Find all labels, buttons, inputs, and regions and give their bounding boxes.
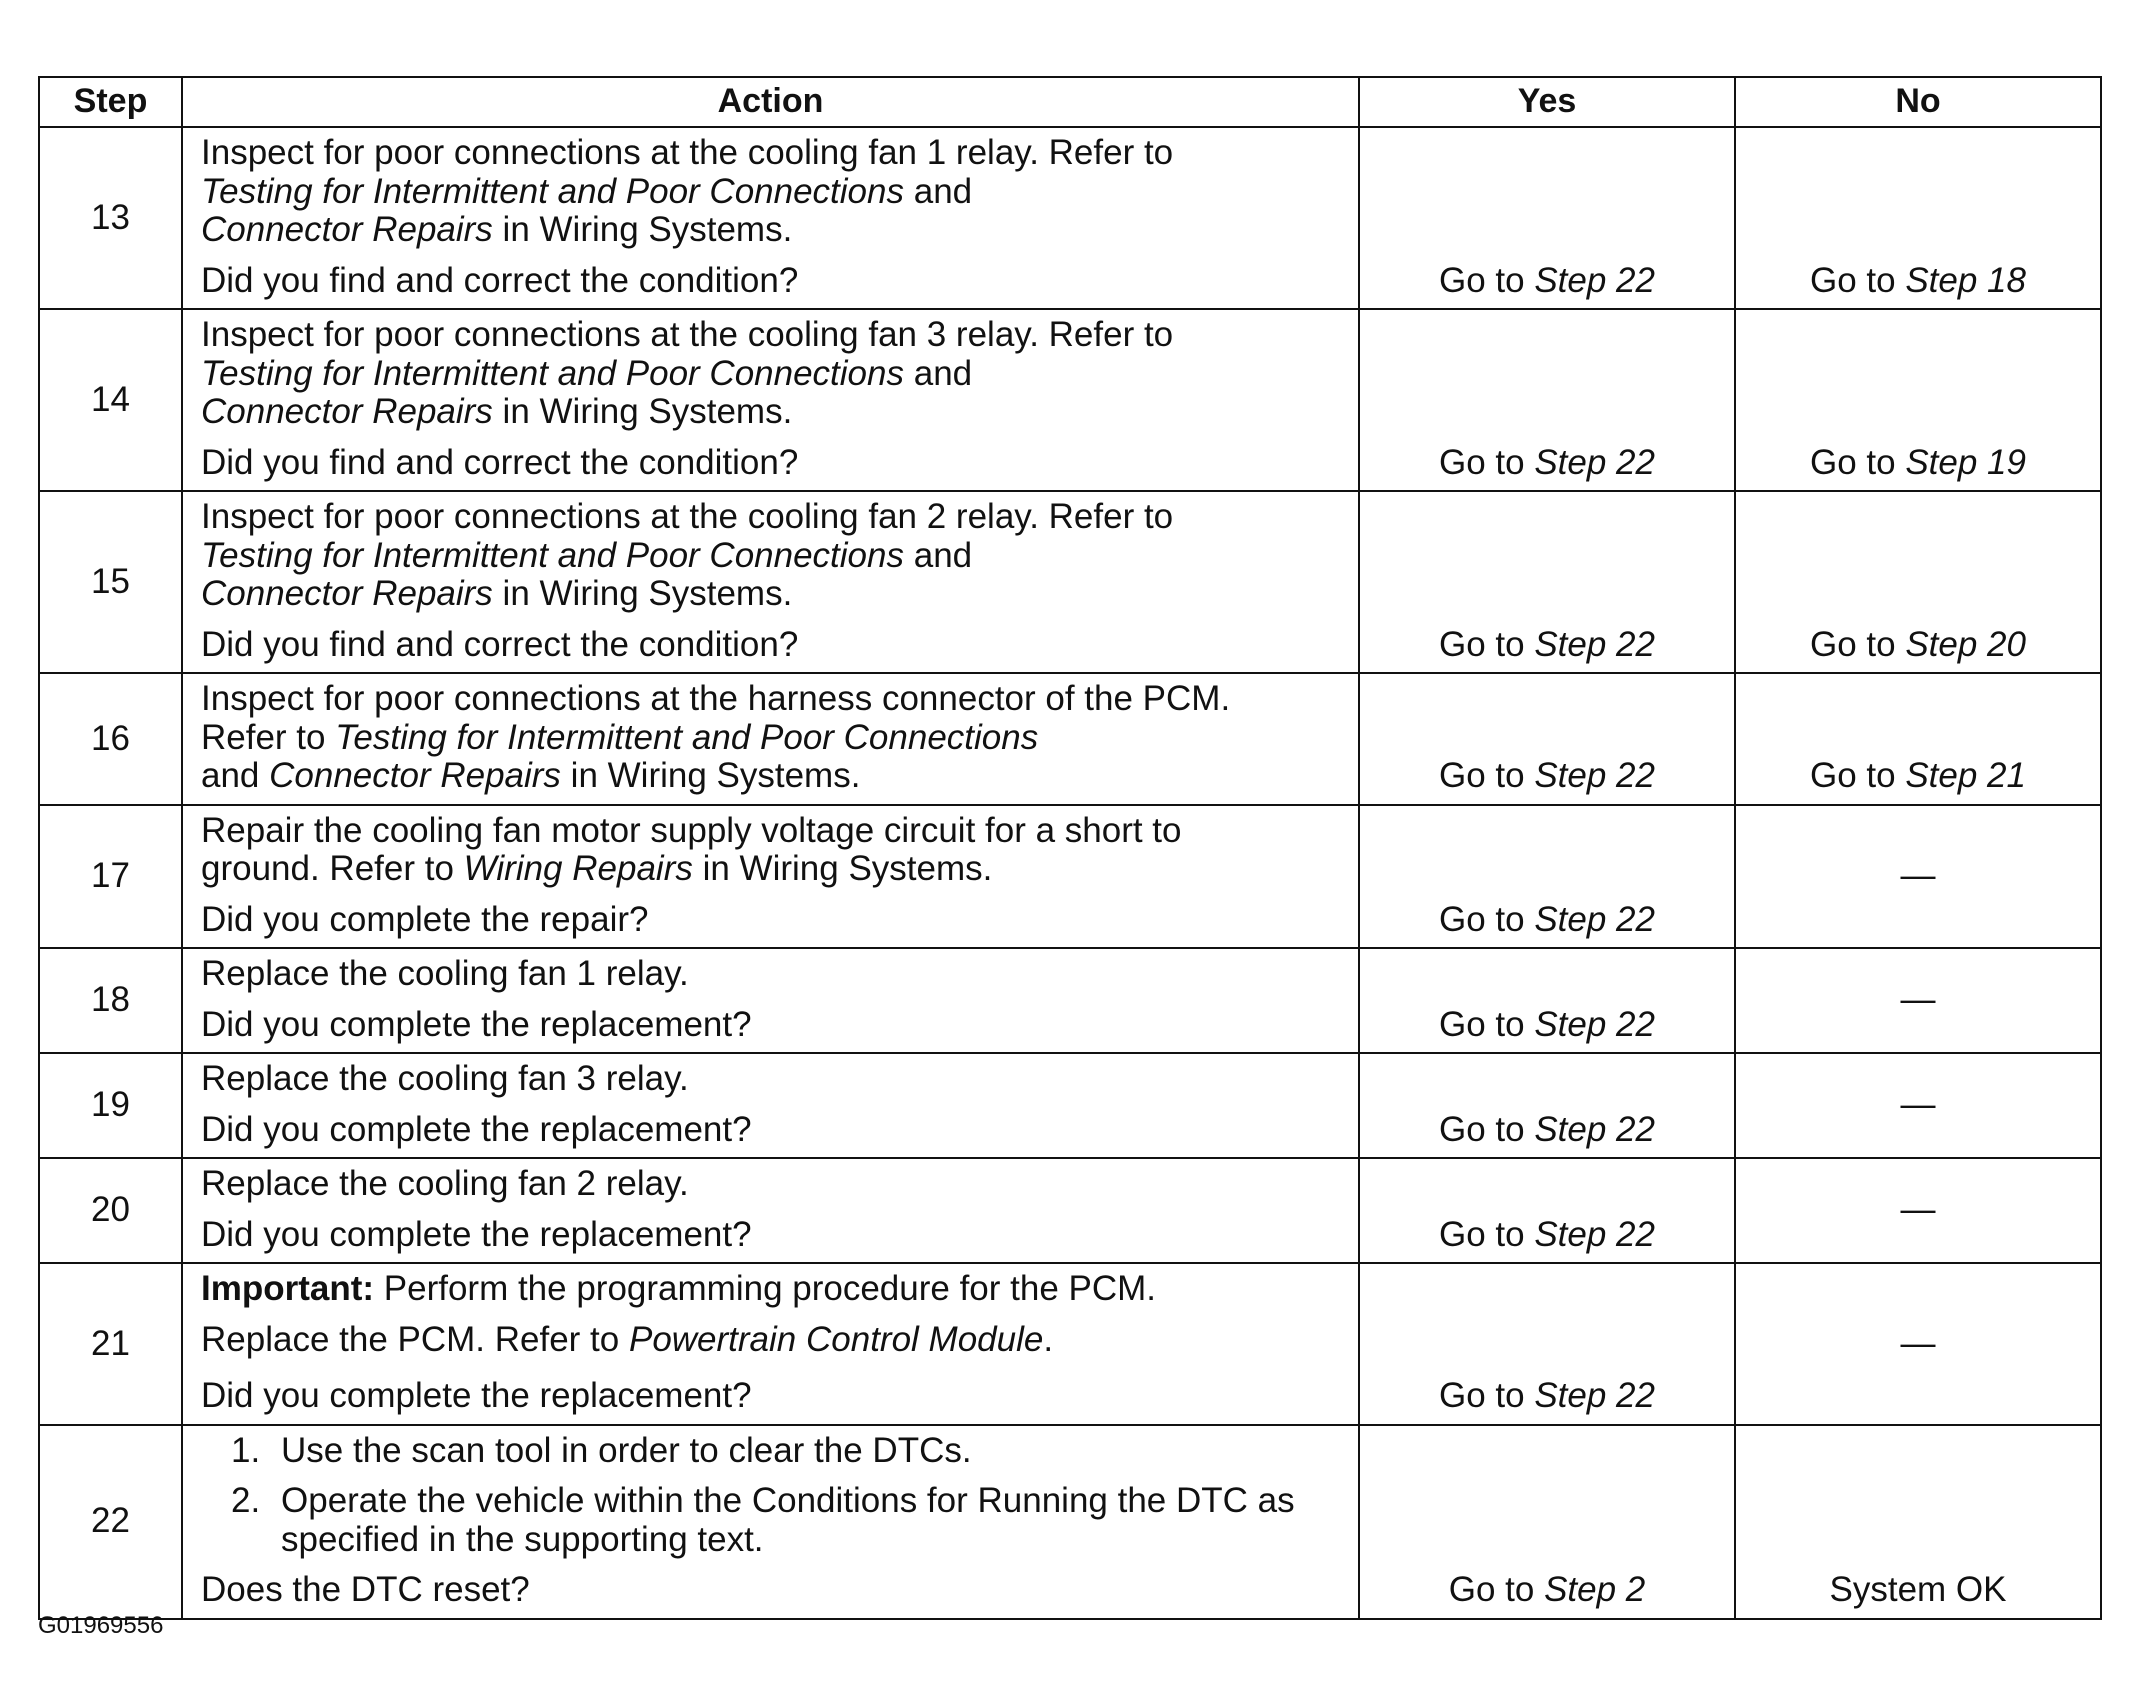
header-row xyxy=(39,77,2101,127)
action-line-rest: and xyxy=(904,353,973,393)
action-cell xyxy=(182,1158,1359,1263)
header-yes: Yes xyxy=(1359,77,1735,127)
header-action: Action xyxy=(182,77,1359,127)
no-prefix: Go to xyxy=(1810,442,1906,482)
no-cell-dash: — xyxy=(1735,805,2101,949)
table-row xyxy=(39,805,2101,949)
action-question: Did you complete the replacement? xyxy=(201,1109,752,1149)
reference-link[interactable]: Wiring Repairs xyxy=(463,849,693,888)
yes-cell[interactable] xyxy=(1359,805,1735,949)
table-row xyxy=(39,491,2101,673)
yes-prefix: Go to xyxy=(1439,1376,1535,1415)
step-number: 16 xyxy=(39,673,182,805)
no-prefix: Go to xyxy=(1810,756,1906,795)
action-question: Did you find and correct the condition? xyxy=(201,442,799,482)
action-line-pre: Replace the PCM. Refer to xyxy=(201,1319,629,1359)
list-number: 1. xyxy=(231,1430,261,1470)
reference-link[interactable]: Testing for Intermittent and Poor Connections xyxy=(335,717,1039,757)
reference-link[interactable]: Connector Repairs xyxy=(269,756,561,795)
yes-step-link[interactable]: Step 22 xyxy=(1534,1376,1655,1415)
yes-prefix: Go to xyxy=(1439,756,1535,795)
header-no: No xyxy=(1735,77,2101,127)
action-line xyxy=(201,355,1344,394)
action-line: Repair the cooling fan motor supply voltage circuit for a short to xyxy=(201,810,1182,850)
reference-link[interactable]: Connector Repairs xyxy=(201,574,493,613)
no-prefix: Go to xyxy=(1810,624,1906,664)
yes-cell[interactable] xyxy=(1359,127,1735,309)
yes-step-link[interactable]: Step 2 xyxy=(1544,1570,1646,1609)
yes-cell[interactable] xyxy=(1359,491,1735,673)
reference-link[interactable]: Connector Repairs xyxy=(201,210,493,249)
list-item xyxy=(231,1430,1344,1471)
action-line xyxy=(201,393,1344,432)
action-line-rest: in Wiring Systems. xyxy=(492,574,793,613)
action-question: Did you complete the replacement? xyxy=(201,1376,752,1415)
action-cell xyxy=(182,1053,1359,1158)
action-text xyxy=(201,134,1344,250)
yes-step-link[interactable]: Step 22 xyxy=(1534,899,1655,939)
list-number: 2. xyxy=(231,1481,261,1520)
no-prefix: Go to xyxy=(1810,260,1906,300)
reference-link[interactable]: Testing for Intermittent and Poor Connections xyxy=(201,171,904,211)
step-number: 13 xyxy=(39,127,182,309)
yes-step-link[interactable]: Step 22 xyxy=(1534,624,1655,664)
step-number: 18 xyxy=(39,948,182,1053)
action-line: Inspect for poor connections at the harness connector of the PCM. xyxy=(201,679,1231,718)
action-question: Did you find and correct the condition? xyxy=(201,260,799,300)
step-number: 22 xyxy=(39,1425,182,1619)
yes-step-link[interactable]: Step 22 xyxy=(1534,1004,1655,1044)
action-text: Replace the cooling fan 2 relay. xyxy=(201,1164,689,1203)
action-cell xyxy=(182,805,1359,949)
list-item xyxy=(231,1481,1344,1559)
no-cell[interactable] xyxy=(1735,127,2101,309)
yes-prefix: Go to xyxy=(1439,624,1535,664)
table-row xyxy=(39,1263,2101,1425)
no-step-link[interactable]: Step 20 xyxy=(1905,624,2026,664)
table-row xyxy=(39,948,2101,1053)
table-row xyxy=(39,127,2101,309)
table-row xyxy=(39,1425,2101,1619)
action-line xyxy=(201,211,1344,250)
step-number: 15 xyxy=(39,491,182,673)
action-cell xyxy=(182,127,1359,309)
yes-prefix: Go to xyxy=(1439,899,1535,939)
yes-step-link[interactable]: Step 22 xyxy=(1534,442,1655,482)
action-question: Did you find and correct the condition? xyxy=(201,624,799,664)
action-line-rest: in Wiring Systems. xyxy=(492,392,793,431)
action-line xyxy=(201,719,1344,758)
no-cell-dash: — xyxy=(1735,948,2101,1053)
action-line xyxy=(201,575,1344,614)
reference-link[interactable]: Testing for Intermittent and Poor Connections xyxy=(201,535,904,575)
action-line-rest: in Wiring Systems. xyxy=(492,210,793,249)
no-cell-dash: — xyxy=(1735,1158,2101,1263)
action-line xyxy=(201,757,1344,796)
action-line-pre: Refer to xyxy=(201,717,336,757)
list-text: Use the scan tool in order to clear the DTCs. xyxy=(281,1430,972,1470)
important-note xyxy=(201,1270,1344,1309)
no-step-link[interactable]: Step 18 xyxy=(1905,260,2026,300)
important-text: Perform the programming procedure for the PCM. xyxy=(374,1269,1157,1308)
step-number: 19 xyxy=(39,1053,182,1158)
action-cell xyxy=(182,1425,1359,1619)
yes-prefix: Go to xyxy=(1439,1214,1535,1254)
step-number: 20 xyxy=(39,1158,182,1263)
action-text xyxy=(201,498,1344,614)
yes-cell[interactable] xyxy=(1359,948,1735,1053)
action-line xyxy=(201,537,1344,576)
important-label: Important: xyxy=(201,1269,375,1308)
action-line-pre: and xyxy=(201,756,270,795)
table-row xyxy=(39,309,2101,491)
action-line xyxy=(201,850,1344,889)
yes-cell[interactable] xyxy=(1359,1425,1735,1619)
action-line-pre: ground. Refer to xyxy=(201,849,464,888)
no-step-link[interactable]: Step 21 xyxy=(1905,756,2026,795)
action-question: Does the DTC reset? xyxy=(201,1570,530,1609)
action-text: Replace the cooling fan 1 relay. xyxy=(201,954,689,993)
yes-prefix: Go to xyxy=(1439,1004,1535,1044)
action-question: Did you complete the replacement? xyxy=(201,1214,752,1254)
no-cell[interactable] xyxy=(1735,491,2101,673)
action-line: Inspect for poor connections at the cooling fan 1 relay. Refer to xyxy=(201,133,1174,172)
no-cell-dash: — xyxy=(1735,1263,2101,1425)
table-row xyxy=(39,1158,2101,1263)
action-question: Did you complete the repair? xyxy=(201,899,649,939)
action-line: Inspect for poor connections at the cooling fan 2 relay. Refer to xyxy=(201,497,1174,536)
action-cell xyxy=(182,948,1359,1053)
action-cell xyxy=(182,1263,1359,1425)
action-cell xyxy=(182,673,1359,805)
numbered-list xyxy=(201,1432,1344,1560)
action-question: Did you complete the replacement? xyxy=(201,1004,752,1044)
step-number: 14 xyxy=(39,309,182,491)
yes-cell[interactable] xyxy=(1359,1053,1735,1158)
action-text xyxy=(201,812,1344,889)
reference-link[interactable]: Connector Repairs xyxy=(201,392,493,431)
no-cell-system-ok: System OK xyxy=(1735,1425,2101,1619)
action-line xyxy=(201,173,1344,212)
yes-cell[interactable] xyxy=(1359,309,1735,491)
reference-link[interactable]: Powertrain Control Module xyxy=(628,1319,1044,1359)
action-text xyxy=(201,680,1344,796)
yes-cell[interactable] xyxy=(1359,1263,1735,1425)
no-step-link[interactable]: Step 19 xyxy=(1905,442,2026,482)
yes-cell[interactable] xyxy=(1359,673,1735,805)
reference-link[interactable]: Testing for Intermittent and Poor Connections xyxy=(201,353,904,393)
step-number: 21 xyxy=(39,1263,182,1425)
action-line-rest: in Wiring Systems. xyxy=(560,756,861,795)
yes-step-link[interactable]: Step 22 xyxy=(1534,756,1655,795)
figure-id: G01969556 xyxy=(38,1612,164,1639)
yes-step-link[interactable]: Step 22 xyxy=(1534,1214,1655,1254)
action-line-rest: in Wiring Systems. xyxy=(692,849,993,888)
no-cell[interactable] xyxy=(1735,673,2101,805)
step-number: 17 xyxy=(39,805,182,949)
diagnostic-table xyxy=(38,76,2102,1620)
no-cell[interactable] xyxy=(1735,309,2101,491)
action-line: Inspect for poor connections at the cooling fan 3 relay. Refer to xyxy=(201,315,1174,354)
action-cell xyxy=(182,309,1359,491)
yes-step-link[interactable]: Step 22 xyxy=(1534,1109,1655,1149)
action-line-rest: and xyxy=(904,535,973,575)
yes-cell[interactable] xyxy=(1359,1158,1735,1263)
yes-prefix: Go to xyxy=(1439,1109,1535,1149)
action-line-rest: and xyxy=(904,171,973,211)
yes-prefix: Go to xyxy=(1448,1570,1545,1609)
table-row xyxy=(39,1053,2101,1158)
action-line-rest: . xyxy=(1043,1319,1054,1359)
list-text: Operate the vehicle within the Conditions for Running the DTC as specified in the supporting text. xyxy=(281,1481,1295,1559)
action-text xyxy=(201,1321,1344,1360)
yes-step-link[interactable]: Step 22 xyxy=(1534,260,1655,300)
table-row xyxy=(39,673,2101,805)
action-text: Replace the cooling fan 3 relay. xyxy=(201,1059,689,1098)
action-text xyxy=(201,316,1344,432)
yes-prefix: Go to xyxy=(1439,260,1535,300)
yes-prefix: Go to xyxy=(1439,442,1535,482)
action-cell xyxy=(182,491,1359,673)
header-step: Step xyxy=(39,77,182,127)
no-cell-dash: — xyxy=(1735,1053,2101,1158)
